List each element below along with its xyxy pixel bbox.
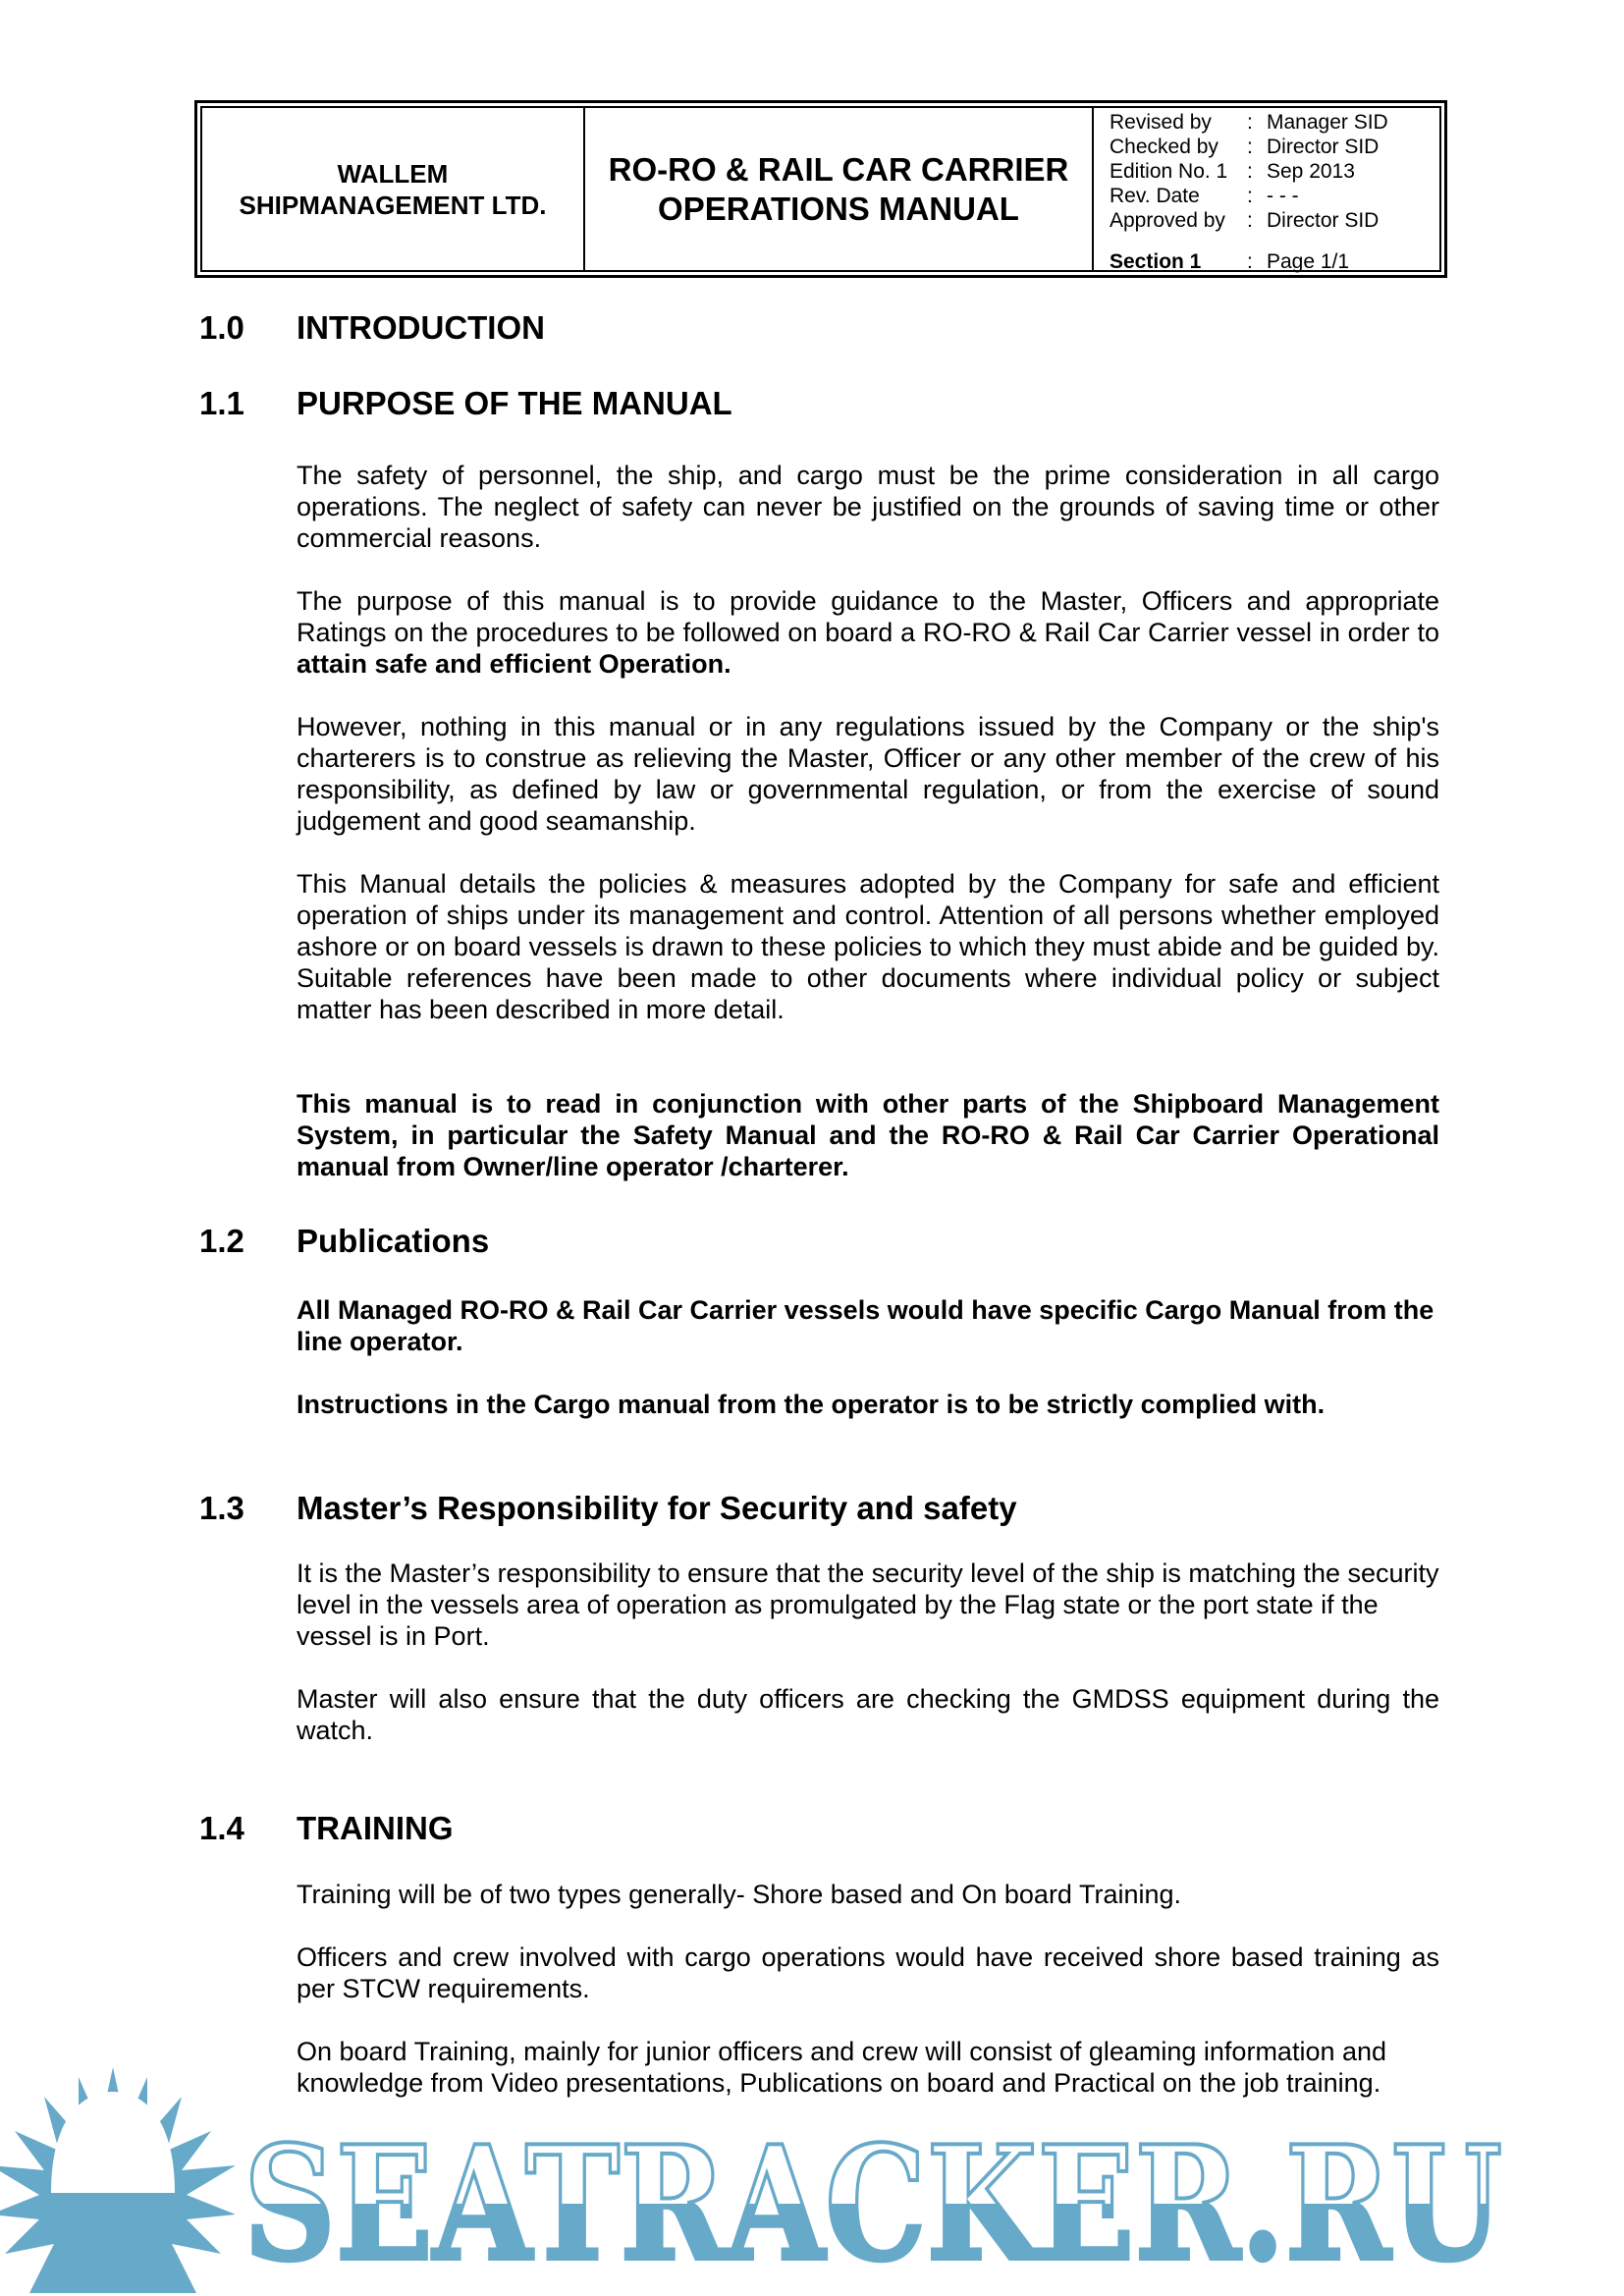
heading-1-3: 1.3 Master’s Responsibility for Security and safety xyxy=(199,1490,1017,1526)
paragraph: However, nothing in this manual or in any regulations issued by the Company or the ship's charterers is to construe as relieving the Master, Officer or any other member of the crew of his responsibility, as defined by law or governmental regulation, or from the exercise of sound judgement and good seamanship. xyxy=(297,712,1439,836)
meta-row: Revised by : Manager SID xyxy=(1110,111,1388,134)
heading-1-0: 1.0 INTRODUCTION xyxy=(199,309,545,346)
document-body xyxy=(0,308,1624,2099)
heading-1-1: 1.1 PURPOSE OF THE MANUAL xyxy=(199,385,732,421)
meta-key: Edition No. 1 xyxy=(1110,160,1228,183)
meta-value: Director SID xyxy=(1267,209,1380,232)
paragraph: Training will be of two types generally- Shore based and On board Training. xyxy=(297,1880,1182,1909)
heading-1-4: 1.4 TRAINING xyxy=(199,1810,454,1846)
meta-row: Rev. Date : - - - xyxy=(1110,185,1299,207)
title-line-1: RO-RO & RAIL CAR CARRIER xyxy=(608,150,1069,188)
meta-value: Sep 2013 xyxy=(1267,160,1355,183)
heading-1-2: 1.2 Publications xyxy=(199,1223,490,1259)
section-row: Section 1 : Page 1/1 xyxy=(1110,250,1350,273)
paragraph: The purpose of this manual is to provide guidance to the Master, Officers and appropriate Ratings on the procedures to be followed on board a RO-RO & Rail Car Carrier vessel in order to attain safe and efficient Operation. xyxy=(297,586,1439,679)
meta-key: Checked by xyxy=(1110,136,1218,158)
revision-info xyxy=(1094,108,1439,273)
watermark-logo xyxy=(0,2057,1624,2296)
paragraph-bold: Instructions in the Cargo manual from the operator is to be strictly complied with. xyxy=(297,1390,1326,1419)
meta-value: Manager SID xyxy=(1267,111,1388,134)
meta-row: Approved by : Director SID xyxy=(1110,209,1380,232)
paragraph: This Manual details the policies & measures adopted by the Company for safe and efficient operation of ships under its management and control. Attention of all persons whether employed ashore or on board vessels is drawn to these policies to which they must abide and be guided by. Suitable references have been made to other documents where individual policy or subject matter has been described in more detail. xyxy=(297,869,1439,1024)
meta-row: Checked by : Director SID xyxy=(1110,136,1380,158)
meta-key: Approved by xyxy=(1110,209,1225,232)
paragraph: Master will also ensure that the duty officers are checking the GMDSS equipment during the watch. xyxy=(297,1684,1439,1745)
meta-row: Edition No. 1 : Sep 2013 xyxy=(1110,160,1355,183)
watermark-text: SEATRACKER.RU xyxy=(244,2111,1502,2296)
paragraph-bold: This manual is to read in conjunction with other parts of the Shipboard Management System, in particular the Safety Manual and the RO-RO & Rail Car Carrier Operational manual from Owner/line operator /charterer. xyxy=(297,1089,1439,1181)
manual-title xyxy=(585,108,1094,270)
section-key: Section 1 xyxy=(1110,250,1202,273)
company-line-1: WALLEM xyxy=(337,158,449,189)
company-name xyxy=(202,108,585,270)
paragraph-bold: All Managed RO-RO & Rail Car Carrier vessels would have specific Cargo Manual from the line operator. xyxy=(297,1295,1435,1356)
paragraph: Officers and crew involved with cargo operations would have received shore based training as per STCW requirements. xyxy=(297,1942,1439,2003)
meta-key: Revised by xyxy=(1110,111,1212,134)
meta-value: Director SID xyxy=(1267,136,1380,158)
page-number: Page 1/1 xyxy=(1267,250,1350,273)
document-header xyxy=(194,100,1447,278)
paragraph: It is the Master’s responsibility to ensure that the security level of the ship is matching the security level in the vessels area of operation as promulgated by the Flag state or the port state if the vessel is in Port. xyxy=(297,1558,1439,1651)
company-line-2: SHIPMANAGEMENT LTD. xyxy=(239,190,547,220)
meta-key: Rev. Date xyxy=(1110,185,1200,207)
meta-value: - - - xyxy=(1267,185,1299,207)
title-line-2: OPERATIONS MANUAL xyxy=(658,190,1019,227)
paragraph: On board Training, mainly for junior officers and crew will consist of gleaming information and knowledge from Video presentations, Publications on board and Practical on the job training. xyxy=(297,2037,1387,2098)
paragraph: The safety of personnel, the ship, and cargo must be the prime consideration in all cargo operations. The neglect of safety can never be justified on the grounds of saving time or other commercial reasons. xyxy=(297,461,1439,553)
sun-icon xyxy=(0,2067,236,2293)
